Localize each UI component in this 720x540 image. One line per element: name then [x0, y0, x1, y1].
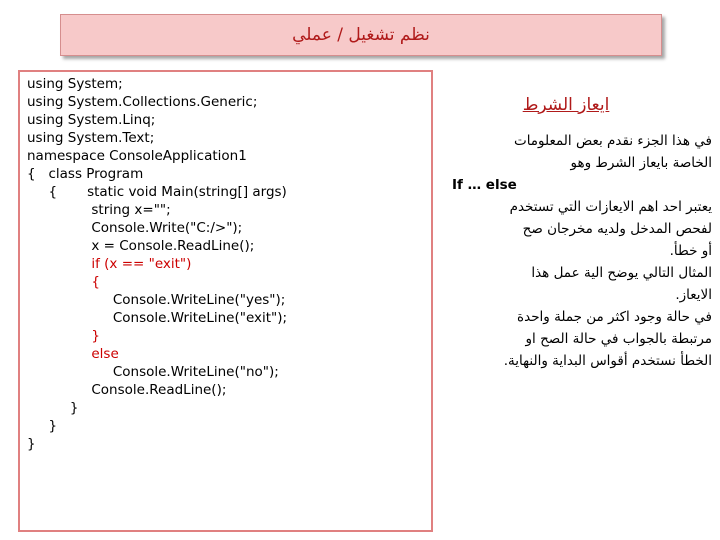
explanation-line-4: يعتبر احد اهم الايعازات التي تستخدم	[509, 199, 712, 215]
explanation-line-11: الخطأ نستخدم أقواس البداية والنهاية.	[503, 353, 712, 369]
code-line-11: if (x == "exit")	[27, 256, 192, 272]
code-line-18: Console.ReadLine();	[27, 382, 227, 398]
explanation-line-3: If … else	[452, 177, 517, 193]
explanation-line-5: لفحص المدخل ولديه مخرجان صح	[522, 221, 712, 237]
code-line-12: {	[27, 274, 100, 290]
code-line-15: }	[27, 328, 100, 344]
code-line-13: Console.WriteLine("yes");	[27, 292, 286, 308]
code-panel	[18, 70, 433, 532]
code-line-1: using System;	[27, 76, 123, 92]
explanation-line-10: مرتبطة بالجواب في حالة الصح او	[525, 331, 712, 347]
code-line-16: else	[27, 346, 119, 362]
code-line-19: }	[27, 400, 79, 416]
slide-title: نظم تشغيل / عملي	[292, 25, 430, 45]
code-line-4: using System.Text;	[27, 130, 155, 146]
title-banner	[60, 14, 662, 56]
explanation-line-7: المثال التالي يوضح الية عمل هذا	[531, 265, 712, 281]
explanation-heading: ايعاز الشرط	[522, 95, 610, 115]
code-line-21: }	[27, 436, 36, 452]
explanation-line-2: الخاصة بايعاز الشرط وهو	[570, 155, 712, 171]
explanation-line-6: أو خطأ.	[669, 243, 712, 259]
code-line-20: }	[27, 418, 58, 434]
code-line-5: namespace ConsoleApplication1	[27, 148, 247, 164]
explanation-line-8: الايعاز.	[675, 287, 712, 303]
code-line-7: { static void Main(string[] args)	[27, 184, 287, 200]
code-line-8: string x="";	[27, 202, 171, 218]
explanation-panel	[440, 95, 712, 372]
code-line-10: x = Console.ReadLine();	[27, 238, 255, 254]
code-line-3: using System.Linq;	[27, 112, 156, 128]
explanation-line-1: في هذا الجزء نقدم بعض المعلومات	[513, 133, 712, 149]
code-line-2: using System.Collections.Generic;	[27, 94, 258, 110]
code-line-17: Console.WriteLine("no");	[27, 364, 279, 380]
code-line-6: { class Program	[27, 166, 144, 182]
code-line-9: Console.Write("C:/>");	[27, 220, 243, 236]
code-line-14: Console.WriteLine("exit");	[27, 310, 288, 326]
explanation-line-9: في حالة وجود اكثر من جملة واحدة	[517, 309, 712, 325]
